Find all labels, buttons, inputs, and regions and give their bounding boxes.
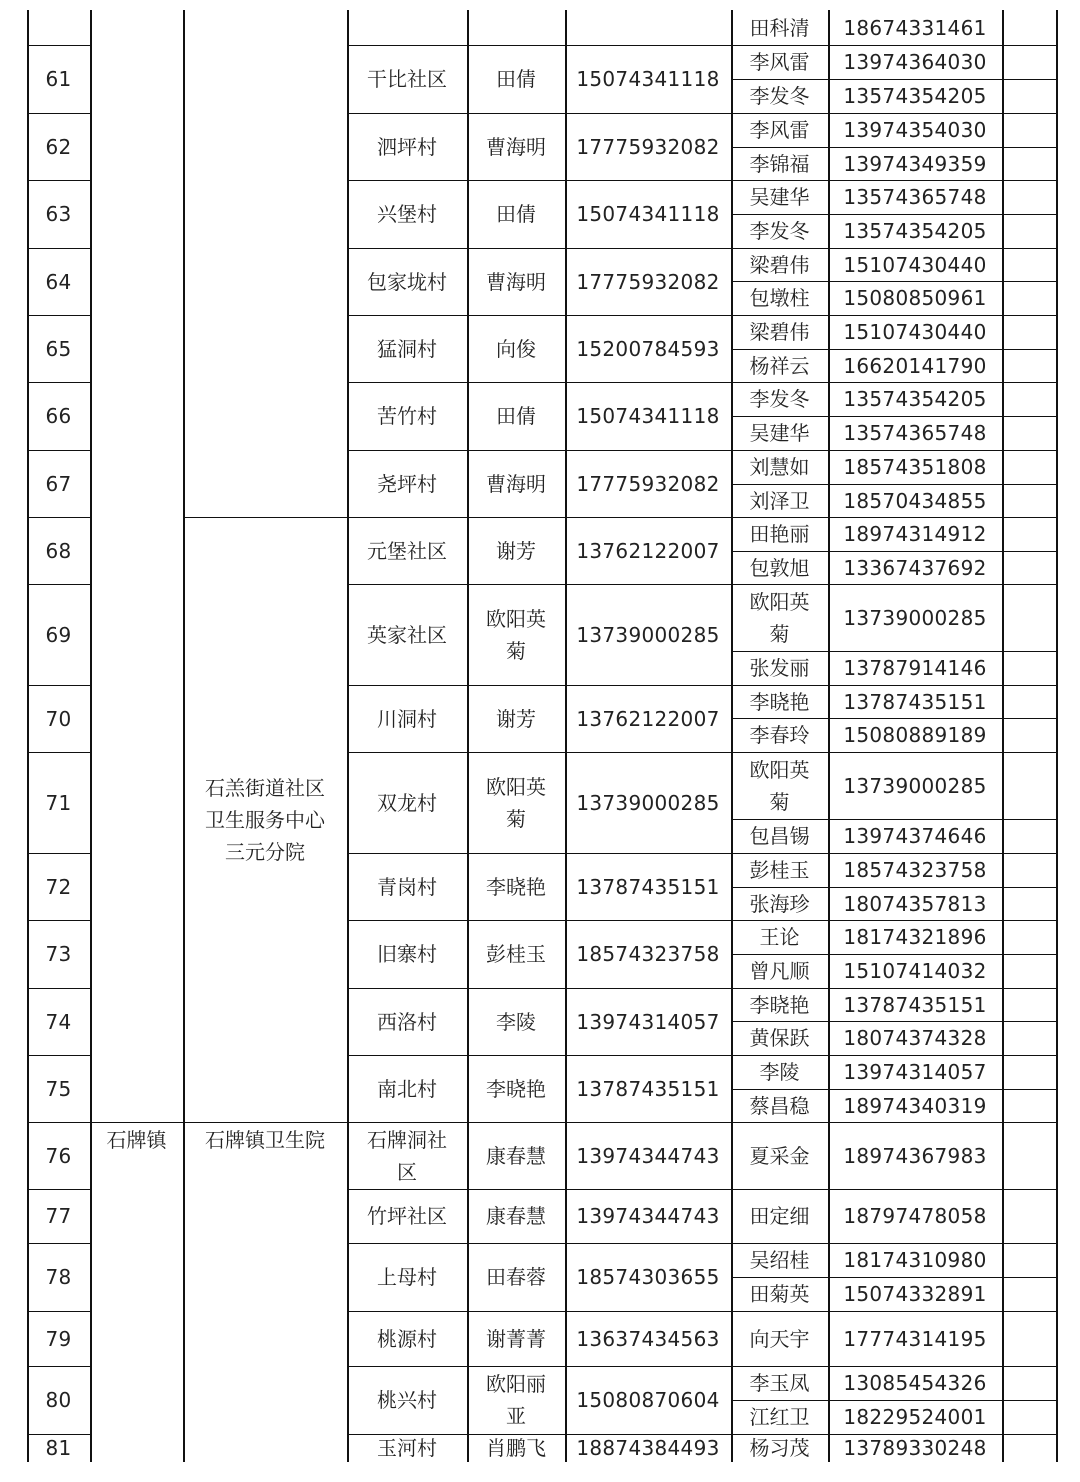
leader-name: 田倩 xyxy=(496,67,536,91)
contact-name: 李春玲 xyxy=(749,723,810,747)
contact-phone: 13574354205 xyxy=(843,219,987,243)
contact-phone: 18229524001 xyxy=(843,1405,987,1429)
contact-name: 杨习茂 xyxy=(749,1436,810,1460)
leader-phone: 15080870604 xyxy=(576,1388,720,1412)
contact-phone: 13974314057 xyxy=(843,1060,987,1084)
leader-name: 欧阳丽亚 xyxy=(486,1372,546,1428)
leader-name: 曹海明 xyxy=(486,269,546,294)
row-number: 80 xyxy=(45,1388,72,1412)
contact-name: 李晓艳 xyxy=(749,689,810,714)
leader-phone: 15074341118 xyxy=(576,67,720,91)
row-number: 77 xyxy=(45,1204,72,1228)
group-divider xyxy=(90,1122,347,1123)
contact-name: 李风雷 xyxy=(749,118,810,142)
contact-phone: 13787435151 xyxy=(843,689,987,714)
village-name: 元堡社区 xyxy=(367,538,447,563)
contact-phone: 18974314912 xyxy=(843,522,987,546)
contact-phone: 13974354030 xyxy=(843,118,987,142)
village-name: 英家社区 xyxy=(367,622,447,647)
leader-phone: 13739000285 xyxy=(576,622,720,647)
village-name: 干比社区 xyxy=(367,67,447,91)
contact-phone: 18074357813 xyxy=(843,891,987,916)
row-number: 63 xyxy=(45,202,72,226)
leader-name: 欧阳英菊 xyxy=(486,774,546,831)
leader-name: 谢芳 xyxy=(496,538,536,563)
contact-phone: 13787914146 xyxy=(843,656,987,680)
contact-phone: 15080889189 xyxy=(843,723,987,747)
contact-phone: 13739000285 xyxy=(843,605,987,630)
contact-name: 李发冬 xyxy=(749,84,810,108)
leader-name: 谢芳 xyxy=(496,706,536,731)
row-number: 67 xyxy=(45,471,72,496)
leader-phone: 18574323758 xyxy=(576,942,720,966)
row-number: 70 xyxy=(45,706,72,731)
contact-phone: 17774314195 xyxy=(843,1326,987,1351)
leader-name: 欧阳英菊 xyxy=(486,606,546,663)
town-name: 石牌镇 xyxy=(106,1128,167,1152)
leader-phone: 13974344743 xyxy=(576,1204,720,1228)
village-name: 苦竹村 xyxy=(377,404,437,428)
contact-phone: 13787435151 xyxy=(843,992,987,1017)
contact-name: 刘慧如 xyxy=(749,455,810,479)
contact-phone: 13574354205 xyxy=(843,387,987,411)
leader-phone: 13787435151 xyxy=(576,1076,720,1101)
leader-phone: 17775932082 xyxy=(576,471,720,496)
village-name: 兴堡村 xyxy=(377,202,437,226)
leader-phone: 17775932082 xyxy=(576,134,720,159)
leader-name: 向俊 xyxy=(496,336,536,361)
contact-name: 梁碧伟 xyxy=(749,320,810,344)
contact-name: 田菊英 xyxy=(749,1282,810,1306)
contact-phone: 18570434855 xyxy=(843,488,987,513)
village-name: 桃兴村 xyxy=(377,1388,437,1412)
contact-phone: 18174310980 xyxy=(843,1248,987,1272)
contact-name: 包敦旭 xyxy=(749,555,810,580)
leader-name: 田春蓉 xyxy=(486,1265,546,1289)
contact-name: 张发丽 xyxy=(749,656,810,680)
contact-name: 李风雷 xyxy=(749,50,810,74)
contact-name: 李陵 xyxy=(759,1060,800,1084)
row-number: 71 xyxy=(45,790,72,815)
leader-name: 康春慧 xyxy=(486,1204,546,1228)
leader-phone: 15200784593 xyxy=(576,336,720,361)
contact-phone: 13574365748 xyxy=(843,421,987,445)
contact-phone: 18674331461 xyxy=(843,15,987,40)
table-border-right xyxy=(1056,10,1058,1462)
row-number: 68 xyxy=(45,538,72,563)
leader-phone: 13974344743 xyxy=(576,1143,720,1168)
hospital-name: 石羔街道社区卫生服务中心三元分院 xyxy=(205,776,325,864)
leader-phone: 15074341118 xyxy=(576,202,720,226)
contact-name: 李发冬 xyxy=(749,387,810,411)
contact-phone: 13974349359 xyxy=(843,151,987,176)
contact-name: 夏采金 xyxy=(749,1143,810,1168)
leader-phone: 18874384493 xyxy=(576,1436,720,1460)
leader-name: 田倩 xyxy=(496,404,536,428)
leader-name: 李晓艳 xyxy=(486,874,546,899)
row-number: 64 xyxy=(45,269,72,294)
leader-phone: 17775932082 xyxy=(576,269,720,294)
leader-phone: 15074341118 xyxy=(576,404,720,428)
leader-name: 彭桂玉 xyxy=(486,942,546,966)
contact-phone: 13574365748 xyxy=(843,185,987,209)
row-number: 74 xyxy=(45,1009,72,1034)
contact-name: 李锦福 xyxy=(749,151,810,176)
village-name: 青岗村 xyxy=(377,874,437,899)
leader-name: 曹海明 xyxy=(486,471,546,496)
contact-phone: 15107414032 xyxy=(843,959,987,983)
row-number: 61 xyxy=(45,67,72,91)
leader-phone: 13739000285 xyxy=(576,790,720,815)
leader-name: 谢菁菁 xyxy=(486,1326,546,1351)
contact-name: 王论 xyxy=(759,925,800,949)
village-name: 桃源村 xyxy=(377,1326,437,1351)
contact-name: 吴绍桂 xyxy=(749,1248,810,1272)
leader-phone: 18574303655 xyxy=(576,1265,720,1289)
contact-name: 吴建华 xyxy=(749,185,810,209)
contact-name: 李晓艳 xyxy=(749,992,810,1017)
contact-name: 欧阳英菊 xyxy=(749,589,810,646)
column-divider xyxy=(183,10,185,1462)
row-number: 72 xyxy=(45,874,72,899)
contact-phone: 15107430440 xyxy=(843,320,987,344)
contact-phone: 15080850961 xyxy=(843,286,987,310)
contact-name: 李发冬 xyxy=(749,219,810,243)
contact-phone: 18174321896 xyxy=(843,925,987,949)
village-name: 石牌洞社区 xyxy=(367,1127,447,1184)
contact-name: 欧阳英菊 xyxy=(749,757,810,814)
contact-name: 曾凡顺 xyxy=(749,959,810,983)
contact-phone: 13974374646 xyxy=(843,824,987,848)
contact-phone: 18974367983 xyxy=(843,1143,987,1168)
village-name: 上母村 xyxy=(377,1265,437,1289)
contact-phone: 13085454326 xyxy=(843,1371,987,1395)
row-number: 76 xyxy=(45,1143,72,1168)
contact-phone: 16620141790 xyxy=(843,353,987,378)
contact-phone: 18574323758 xyxy=(843,858,987,882)
village-name: 双龙村 xyxy=(377,790,437,815)
contact-name: 李玉凤 xyxy=(749,1371,810,1395)
contact-name: 张海珍 xyxy=(749,891,810,916)
row-number: 78 xyxy=(45,1265,72,1289)
leader-phone: 13637434563 xyxy=(576,1326,720,1351)
contact-phone: 15107430440 xyxy=(843,252,987,277)
contact-name: 向天宇 xyxy=(749,1326,810,1351)
contact-name: 田定细 xyxy=(749,1204,810,1228)
column-divider xyxy=(90,10,92,1462)
contact-name: 吴建华 xyxy=(749,421,810,445)
row-number: 79 xyxy=(45,1326,72,1351)
contact-name: 黄保跃 xyxy=(749,1026,810,1050)
row-number: 73 xyxy=(45,942,72,966)
contact-name: 田艳丽 xyxy=(749,522,810,546)
village-name: 尧坪村 xyxy=(377,471,437,496)
hospital-name: 石牌镇卫生院 xyxy=(205,1128,325,1152)
contact-name: 田科清 xyxy=(749,15,810,40)
village-name: 竹坪社区 xyxy=(367,1204,447,1228)
leader-name: 康春慧 xyxy=(486,1143,546,1168)
village-name: 旧寨村 xyxy=(377,942,437,966)
village-name: 川洞村 xyxy=(377,706,437,731)
village-name: 猛洞村 xyxy=(377,336,437,361)
contact-name: 彭桂玉 xyxy=(749,858,810,882)
contact-phone: 18974340319 xyxy=(843,1093,987,1118)
row-number: 81 xyxy=(45,1436,72,1460)
row-number: 65 xyxy=(45,336,72,361)
leader-phone: 13762122007 xyxy=(576,706,720,731)
contact-phone: 18797478058 xyxy=(843,1204,987,1228)
contact-phone: 13739000285 xyxy=(843,773,987,798)
contact-name: 蔡昌稳 xyxy=(749,1093,810,1118)
village-name: 包家垅村 xyxy=(367,269,447,294)
contact-name: 梁碧伟 xyxy=(749,252,810,277)
village-name: 西洛村 xyxy=(377,1009,437,1034)
row-number: 62 xyxy=(45,134,72,159)
leader-name: 田倩 xyxy=(496,202,536,226)
contact-phone: 13574354205 xyxy=(843,84,987,108)
leader-name: 曹海明 xyxy=(486,134,546,159)
leader-name: 肖鹏飞 xyxy=(486,1436,546,1460)
contact-phone: 13789330248 xyxy=(843,1436,987,1460)
contact-name: 包昌锡 xyxy=(749,824,810,848)
column-divider xyxy=(1002,10,1004,1462)
row-number: 66 xyxy=(45,404,72,428)
leader-phone: 13787435151 xyxy=(576,874,720,899)
group-divider xyxy=(183,517,347,518)
contact-phone: 15074332891 xyxy=(843,1282,987,1306)
row-number: 75 xyxy=(45,1076,72,1101)
contact-name: 江红卫 xyxy=(749,1405,810,1429)
contact-phone: 18074374328 xyxy=(843,1026,987,1050)
contact-name: 刘泽卫 xyxy=(749,488,810,513)
village-name: 泗坪村 xyxy=(377,134,437,159)
contact-name: 包墩柱 xyxy=(749,286,810,310)
leader-phone: 13974314057 xyxy=(576,1009,720,1034)
contact-name: 杨祥云 xyxy=(749,353,810,378)
village-name: 南北村 xyxy=(377,1076,437,1101)
row-number: 69 xyxy=(45,622,72,647)
leader-name: 李晓艳 xyxy=(486,1076,546,1101)
leader-name: 李陵 xyxy=(496,1009,536,1034)
leader-phone: 13762122007 xyxy=(576,538,720,563)
contact-phone: 18574351808 xyxy=(843,455,987,479)
contact-phone: 13974364030 xyxy=(843,50,987,74)
contact-phone: 13367437692 xyxy=(843,555,987,580)
village-name: 玉河村 xyxy=(377,1436,437,1460)
